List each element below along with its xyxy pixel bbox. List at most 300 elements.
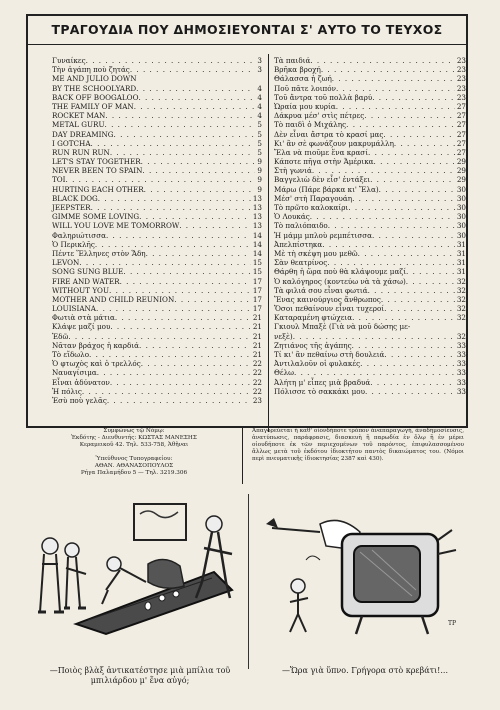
song-entry <box>274 111 466 120</box>
song-page-number: 9 <box>257 175 262 185</box>
song-page-number: 33 <box>456 368 466 378</box>
song-title: Εἶναι ἀδύνατον <box>52 377 110 387</box>
song-title: METAL GURU <box>52 120 105 130</box>
song-page-number: 22 <box>252 368 262 378</box>
song-page-number: 13 <box>252 221 262 231</box>
song-entry <box>274 240 466 249</box>
song-title: Μὲ τὴ σκέψη μου μεθῶ <box>274 248 358 258</box>
song-title: Βαγγελιὼ δὲν εἶσ' ἐντάξει <box>274 175 371 185</box>
song-page-number: 23 <box>456 74 466 84</box>
song-title: BY THE SCHOOLYARD <box>52 83 137 93</box>
song-title: Τὸ πρῶτο καλοκαίρι <box>274 203 349 212</box>
song-entry <box>52 304 262 313</box>
page-title: ΤΡΑΓΟΥΔΙΑ ΠΟΥ ΔΗΜΟΣΙΕΥΟΝΤΑΙ Σ' ΑΥΤΟ ΤΟ ΤΕΥΧΟΣ <box>51 22 443 37</box>
leader-dots <box>332 74 455 83</box>
cartoon-divider <box>248 494 249 669</box>
leader-dots <box>294 368 455 377</box>
song-page-number: 23 <box>252 395 262 405</box>
songs-right-column <box>274 56 466 396</box>
leader-dots <box>328 221 455 230</box>
leader-dots <box>105 120 256 129</box>
song-title: Τί κι' ἂν πεθαίνω στὴ δουλειά <box>274 350 385 359</box>
song-page-number: 5 <box>257 120 262 130</box>
song-title: HURTING EACH OTHER <box>52 184 144 194</box>
leader-dots <box>68 332 251 341</box>
song-entry <box>52 249 262 258</box>
leader-dots <box>142 166 255 175</box>
leader-dots <box>293 332 455 341</box>
song-title: NEVER BEEN TO SPAIN <box>52 166 143 176</box>
song-entry <box>52 341 262 350</box>
song-entry <box>52 120 262 129</box>
song-title: Στὴ γωνιά <box>274 166 312 176</box>
song-entry <box>52 194 262 203</box>
leader-dots <box>352 341 455 350</box>
song-page-number: 5 <box>257 129 262 139</box>
song-entry <box>274 267 466 276</box>
song-page-number: 14 <box>252 230 262 240</box>
song-title: Ἀπελπίστηκα <box>274 239 323 249</box>
song-entry <box>52 139 262 148</box>
song-title: WILL YOU LOVE ME TOMORROW <box>52 221 180 231</box>
leader-dots <box>91 203 251 212</box>
leader-dots <box>372 231 455 240</box>
leader-dots <box>105 111 255 120</box>
song-entry <box>274 93 466 102</box>
left-cartoon-caption: —Ποιὸς βλὰξ ἀντικατέστησε μιὰ μπίλια τοῦ μπιλιάρδου μ' ἕνα αὐγό; <box>49 666 231 685</box>
leader-dots <box>95 240 251 249</box>
song-page-number <box>136 74 138 83</box>
cartoon-signature: ΤΡ <box>448 620 457 627</box>
song-page-number: 30 <box>456 212 466 222</box>
song-entry <box>274 148 466 157</box>
song-entry <box>274 185 466 194</box>
song-title: Τὸ εἴδωλο <box>52 350 90 359</box>
song-title: Φωτιὰ στὰ μάτια <box>52 313 115 323</box>
song-entry <box>52 130 262 139</box>
song-entry <box>274 203 466 212</box>
leader-dots <box>82 387 251 396</box>
leader-dots <box>365 387 455 396</box>
song-title: BACK OFF BOOGALOO <box>52 92 139 102</box>
song-title: LET'S STAY TOGETHER <box>52 157 141 167</box>
right-cartoon-caption: —Ὥρα γιὰ ὕπνο. Γρήγορα στὸ κρεβάτι!... <box>281 666 449 675</box>
song-title: Ἀντιλαλοῦν οἱ φυλακές <box>274 359 361 369</box>
song-page-number: 5 <box>257 147 262 157</box>
song-entry <box>274 277 466 286</box>
leader-dots <box>352 194 455 203</box>
song-page-number: 4 <box>257 92 262 102</box>
song-page-number: 21 <box>252 340 262 350</box>
leader-dots <box>406 267 455 276</box>
leader-dots <box>141 157 256 166</box>
imprint-copyright: Ἀπαγορεύεται ἡ καθ' οἱονδήποτε τρόπον ἀναπαραγωγή, ἀναδημοσίευσις, ἀνατύπωσις, παράφρασις, διασκευὴ ἢ παρωδία ἐν ὅλῳ ἢ ἐν μέρει οἱουδήποτε ἐκ τῶν περιεχομένων τοῦ παρόντος, ἐπιφυλασσομένου ἅλλως μετὰ τοῦ ἐκδότου ἰδιοκτήτου παντὸς δικαιώματος του. (Νόμοι περὶ πνευματικῆς ἰδιοκτησίας 2387 καὶ 430). <box>252 428 464 462</box>
song-page-number: 17 <box>252 304 262 314</box>
imprint-box <box>26 428 468 490</box>
song-entry <box>52 93 262 102</box>
imprint-line <box>34 449 234 456</box>
song-page-number: 23 <box>456 56 466 65</box>
leader-dots <box>310 56 455 65</box>
song-page-number: 33 <box>456 340 466 350</box>
leader-dots <box>89 350 251 359</box>
song-title: Θάλασσα ἡ ζωή <box>274 74 332 84</box>
song-title: RUN RUN RUN <box>52 147 110 157</box>
song-page-number: 29 <box>456 175 466 185</box>
song-title: Φαληριώτισσα <box>52 230 106 240</box>
leader-dots <box>123 267 250 276</box>
contents-frame <box>26 14 468 428</box>
song-title: Ὡραία μου κυρία <box>274 101 336 111</box>
song-title: Θάρθη ἡ ὥρα ποὺ θὰ κλάψουμε μαζί <box>274 267 407 277</box>
leader-dots <box>352 313 455 322</box>
song-page-number: 27 <box>456 101 466 111</box>
song-entry <box>274 194 466 203</box>
song-title: JEEPSTER <box>52 203 91 212</box>
song-entry <box>52 212 262 221</box>
leader-dots <box>120 277 251 286</box>
song-page-number: 30 <box>456 184 466 194</box>
song-title: Ζητιάνος τῆς ἀγάπης <box>274 340 352 350</box>
leader-dots <box>110 148 256 157</box>
song-entry <box>52 378 262 387</box>
song-entry <box>274 221 466 230</box>
song-entry <box>274 120 466 129</box>
leader-dots <box>370 175 455 184</box>
song-page-number: 17 <box>252 276 262 286</box>
song-page-number: 13 <box>252 193 262 203</box>
imprint-line: Ἐκδότης - Διευθυντής: ΚΩΣΤΑΣ ΜΑΝΕΣΗΣ <box>71 435 197 441</box>
song-title: νεξὲ) <box>274 331 293 341</box>
song-title: THE FAMILY OF MAN <box>52 101 134 111</box>
song-entry <box>52 65 262 74</box>
song-page-number: 22 <box>252 386 262 396</box>
song-title: LOUISIANA <box>52 304 96 314</box>
song-page-number: 27 <box>456 111 466 121</box>
leader-dots <box>360 359 455 368</box>
song-page-number <box>410 322 412 331</box>
leader-dots <box>139 341 251 350</box>
song-title: ME AND JULIO DOWN <box>52 74 137 84</box>
leader-dots <box>141 359 251 368</box>
song-title: Γκιουλ Μπαξὲ (Γιὰ νὰ μοῦ δώσης με- <box>274 322 411 332</box>
leader-dots <box>336 84 455 93</box>
song-entry <box>274 286 466 295</box>
leader-dots <box>138 93 255 102</box>
song-entry <box>52 148 262 157</box>
song-page-number: 30 <box>456 230 466 240</box>
song-page-number: 32 <box>456 285 466 295</box>
title-rule <box>28 44 466 45</box>
song-entry <box>52 277 262 286</box>
song-page-number: 21 <box>252 313 262 323</box>
song-entry <box>274 212 466 221</box>
leader-dots <box>384 304 455 313</box>
song-entry <box>52 313 262 322</box>
song-page-number: 32 <box>456 276 466 286</box>
song-page-number: 30 <box>456 203 466 212</box>
leader-dots <box>179 221 251 230</box>
song-title: Σὰν θεατρίνος <box>274 258 328 268</box>
song-title: Ἐδῶ <box>52 331 69 341</box>
leader-dots <box>107 396 251 405</box>
song-page-number: 27 <box>456 129 466 139</box>
leader-dots <box>96 304 251 313</box>
song-page-number: 13 <box>252 203 262 212</box>
song-entry <box>52 221 262 230</box>
song-page-number: 4 <box>257 111 262 121</box>
song-entry <box>52 166 262 175</box>
song-page-number: 14 <box>252 239 262 249</box>
song-title: Ὁ Περικλῆς <box>52 239 95 249</box>
song-page-number: 22 <box>252 377 262 387</box>
song-title: SONG SUNG BLUE <box>52 267 124 277</box>
song-page-number: 23 <box>456 83 466 93</box>
song-entry <box>52 185 262 194</box>
song-title: Πέντε Ἕλληνες στὸν Ἅδη <box>52 248 146 258</box>
leader-dots <box>372 93 455 102</box>
song-page-number: 27 <box>456 138 466 148</box>
song-title: Μάρω (Πάρε βάρκα κι' Ἔλα) <box>274 184 379 194</box>
leader-dots <box>322 240 455 249</box>
song-title: WITHOUT YOU <box>52 285 110 295</box>
song-page-number: 22 <box>252 359 262 369</box>
song-title: Τὴν ἀγάπη ποὺ ζητάς <box>52 65 130 75</box>
leader-dots <box>310 212 455 221</box>
song-page-number: 9 <box>257 166 262 176</box>
leader-dots <box>139 212 251 221</box>
song-title: Κι' ἂν σὲ φωνάζουν μακρυμάλλη <box>274 138 394 148</box>
song-title: Δὲν εἶναι ἄστρα τὸ κρασί μας <box>274 129 384 139</box>
leader-dots <box>134 102 256 111</box>
leader-dots <box>364 111 455 120</box>
song-page-number: 33 <box>456 350 466 359</box>
song-page-number: 21 <box>252 322 262 332</box>
song-page-number: 21 <box>252 331 262 341</box>
song-entry <box>52 295 262 304</box>
leader-dots <box>384 350 454 359</box>
imprint-divider <box>242 428 243 484</box>
song-page-number: 27 <box>456 147 466 157</box>
song-page-number: 29 <box>456 166 466 176</box>
song-entry <box>52 359 262 368</box>
song-entry <box>274 387 466 396</box>
song-entry <box>274 378 466 387</box>
song-title: Ναυαγίσιμα <box>52 368 97 378</box>
song-entry <box>52 175 262 184</box>
song-page-number: 9 <box>257 157 262 167</box>
song-title: Καταραμένη φτώχεια <box>274 313 353 323</box>
song-page-number: 32 <box>456 304 466 314</box>
song-title: Μέσ' στὴ Παραγουάη <box>274 193 353 203</box>
song-page-number: 21 <box>252 350 262 359</box>
song-entry <box>52 286 262 295</box>
leader-dots <box>368 286 455 295</box>
leader-dots <box>379 185 455 194</box>
song-page-number: 4 <box>257 101 262 111</box>
song-entry <box>274 258 466 267</box>
song-title: Κλάψε μαζί μου <box>52 322 111 332</box>
song-title: Ἡ μάμμ μπλοὺ ρεμπέτισσα <box>274 230 373 240</box>
song-title: TOI <box>52 175 66 185</box>
song-title: Πόλισσε τὸ σακκάκι μου <box>274 386 365 396</box>
song-entry <box>274 295 466 304</box>
song-entry <box>52 231 262 240</box>
song-page-number: 13 <box>252 212 262 222</box>
leader-dots <box>136 84 255 93</box>
imprint-line: Ὑπεύθυνος Τυπογραφείου: <box>95 456 173 462</box>
song-page-number: 31 <box>456 267 466 277</box>
song-entry <box>274 322 466 331</box>
leader-dots <box>321 65 455 74</box>
song-page-number: 31 <box>456 239 466 249</box>
song-title: Ἡ πόλις <box>52 386 82 396</box>
leader-dots <box>358 249 455 258</box>
song-entry <box>274 332 466 341</box>
song-entry <box>52 56 262 65</box>
song-entry <box>52 322 262 331</box>
leader-dots <box>79 258 251 267</box>
song-entry <box>52 332 262 341</box>
song-entry <box>274 84 466 93</box>
song-title: Θέλω <box>274 368 295 378</box>
song-entry <box>52 102 262 111</box>
song-title: Ἐσὺ ποὺ γελᾶς <box>52 395 107 405</box>
song-entry <box>52 387 262 396</box>
song-page-number: 32 <box>456 331 466 341</box>
song-page-number: 33 <box>456 386 466 396</box>
imprint-publisher <box>34 428 234 477</box>
song-title: Ὁ Λουκάς <box>274 212 310 222</box>
song-page-number: 27 <box>456 120 466 130</box>
song-entry <box>274 341 466 350</box>
billiards-cartoon <box>36 494 236 640</box>
song-entry <box>274 231 466 240</box>
song-title: Δάκρυα μέσ' στὶς πέτρες <box>274 111 365 121</box>
song-page-number: 3 <box>257 56 262 65</box>
song-entry <box>52 240 262 249</box>
song-entry <box>274 249 466 258</box>
song-entry <box>274 175 466 184</box>
song-entry <box>274 313 466 322</box>
television-cartoon <box>262 494 462 640</box>
song-page-number: 15 <box>252 267 262 277</box>
song-entry <box>274 74 466 83</box>
leader-dots <box>115 313 251 322</box>
song-page-number: 30 <box>456 193 466 203</box>
leader-dots <box>370 378 455 387</box>
song-page-number: 23 <box>456 65 466 75</box>
song-page-number: 32 <box>456 313 466 323</box>
leader-dots <box>106 231 251 240</box>
imprint-line: ΑΘΑΝ. ΑΘΑΝΑΣΟΠΟΥΛΟΣ <box>94 463 174 469</box>
song-entry <box>274 65 466 74</box>
song-entry <box>274 157 466 166</box>
song-entry <box>52 258 262 267</box>
song-page-number: 29 <box>456 157 466 167</box>
leader-dots <box>91 139 256 148</box>
song-page-number: 5 <box>257 138 262 148</box>
song-entry <box>52 267 262 276</box>
leader-dots <box>114 130 256 139</box>
song-title: Ὁ καλόγηρος (κοντεύω νὰ τὰ χάσω) <box>274 276 406 286</box>
leader-dots <box>146 249 251 258</box>
song-entry <box>274 368 466 377</box>
leader-dots <box>66 175 256 184</box>
leader-dots <box>336 102 455 111</box>
song-page-number: 17 <box>252 285 262 295</box>
imprint-line: Ρήγα Παλαμήδου 5 — Τηλ. 3219.306 <box>80 470 188 476</box>
song-page-number: 33 <box>456 359 466 369</box>
song-title: Ὅσοι πεθαίνουν εἶναι τυχεροί <box>274 304 385 314</box>
leader-dots <box>394 139 455 148</box>
leader-dots <box>98 194 251 203</box>
song-title: ROCKET MAN <box>52 111 106 121</box>
song-title: Ἕνας καινούργιος ἄνθρωπος <box>274 294 381 304</box>
column-divider <box>268 54 269 432</box>
song-title: Τὸ παιδὶ ὁ Μιχάλης <box>274 120 347 130</box>
song-page-number: 15 <box>252 258 262 268</box>
song-title: I GOTCHA <box>52 138 91 148</box>
song-page-number: 14 <box>252 248 262 258</box>
leader-dots <box>406 277 455 286</box>
leader-dots <box>383 130 454 139</box>
song-title: Τὰ φιλιά σου εἶναι φωτιά <box>274 285 368 295</box>
leader-dots <box>109 286 251 295</box>
song-page-number: 17 <box>252 294 262 304</box>
song-entry <box>52 84 262 93</box>
song-entry <box>274 350 466 359</box>
song-entry <box>52 74 262 83</box>
imprint-line: Κεραμεικοῦ 42. Τηλ. 533-758, Ἀθῆναι <box>79 442 189 448</box>
song-page-number: 3 <box>257 65 262 75</box>
song-title: MOTHER AND CHILD REUNION <box>52 294 175 304</box>
song-title: DAY DREAMING <box>52 129 114 139</box>
song-page-number: 23 <box>456 92 466 102</box>
song-page-number: 32 <box>456 294 466 304</box>
leader-dots <box>86 56 256 65</box>
song-title: Κάποτε πῆγα στὴν Ἀμέρικα <box>274 157 374 167</box>
song-title: Τοῦ ἄντρα τοῦ πολλὰ βαρύ <box>274 92 373 102</box>
song-page-number: 31 <box>456 248 466 258</box>
song-title: BLACK DOG <box>52 193 98 203</box>
leader-dots <box>130 65 256 74</box>
song-title: FIRE AND WATER <box>52 276 120 286</box>
imprint-line: Συμφώνως τῷ Νόμῳ: <box>103 428 165 434</box>
song-entry <box>52 350 262 359</box>
song-entry <box>274 359 466 368</box>
song-entry <box>52 203 262 212</box>
song-title: Ἀλήτη μ' εἶπες μιὰ βραδυά <box>274 377 371 387</box>
song-page-number: 4 <box>257 83 262 93</box>
songs-left-column <box>52 56 262 405</box>
song-page-number: 9 <box>257 184 262 194</box>
song-entry <box>52 368 262 377</box>
leader-dots <box>144 185 256 194</box>
song-entry <box>274 130 466 139</box>
leader-dots <box>174 295 251 304</box>
song-entry <box>52 111 262 120</box>
song-title: Νᾶταν βράχος ἡ καρδιά <box>52 340 140 350</box>
song-entry <box>274 102 466 111</box>
leader-dots <box>381 295 455 304</box>
leader-dots <box>374 157 455 166</box>
song-entry <box>274 304 466 313</box>
leader-dots <box>327 258 455 267</box>
song-title: Ὁ φτωχὸς καὶ ὁ τρελλός <box>52 359 141 369</box>
song-title: Βρῆκα βροχή <box>274 65 321 75</box>
song-title: Ποῦ πᾶτε λοιπόν <box>274 83 336 93</box>
